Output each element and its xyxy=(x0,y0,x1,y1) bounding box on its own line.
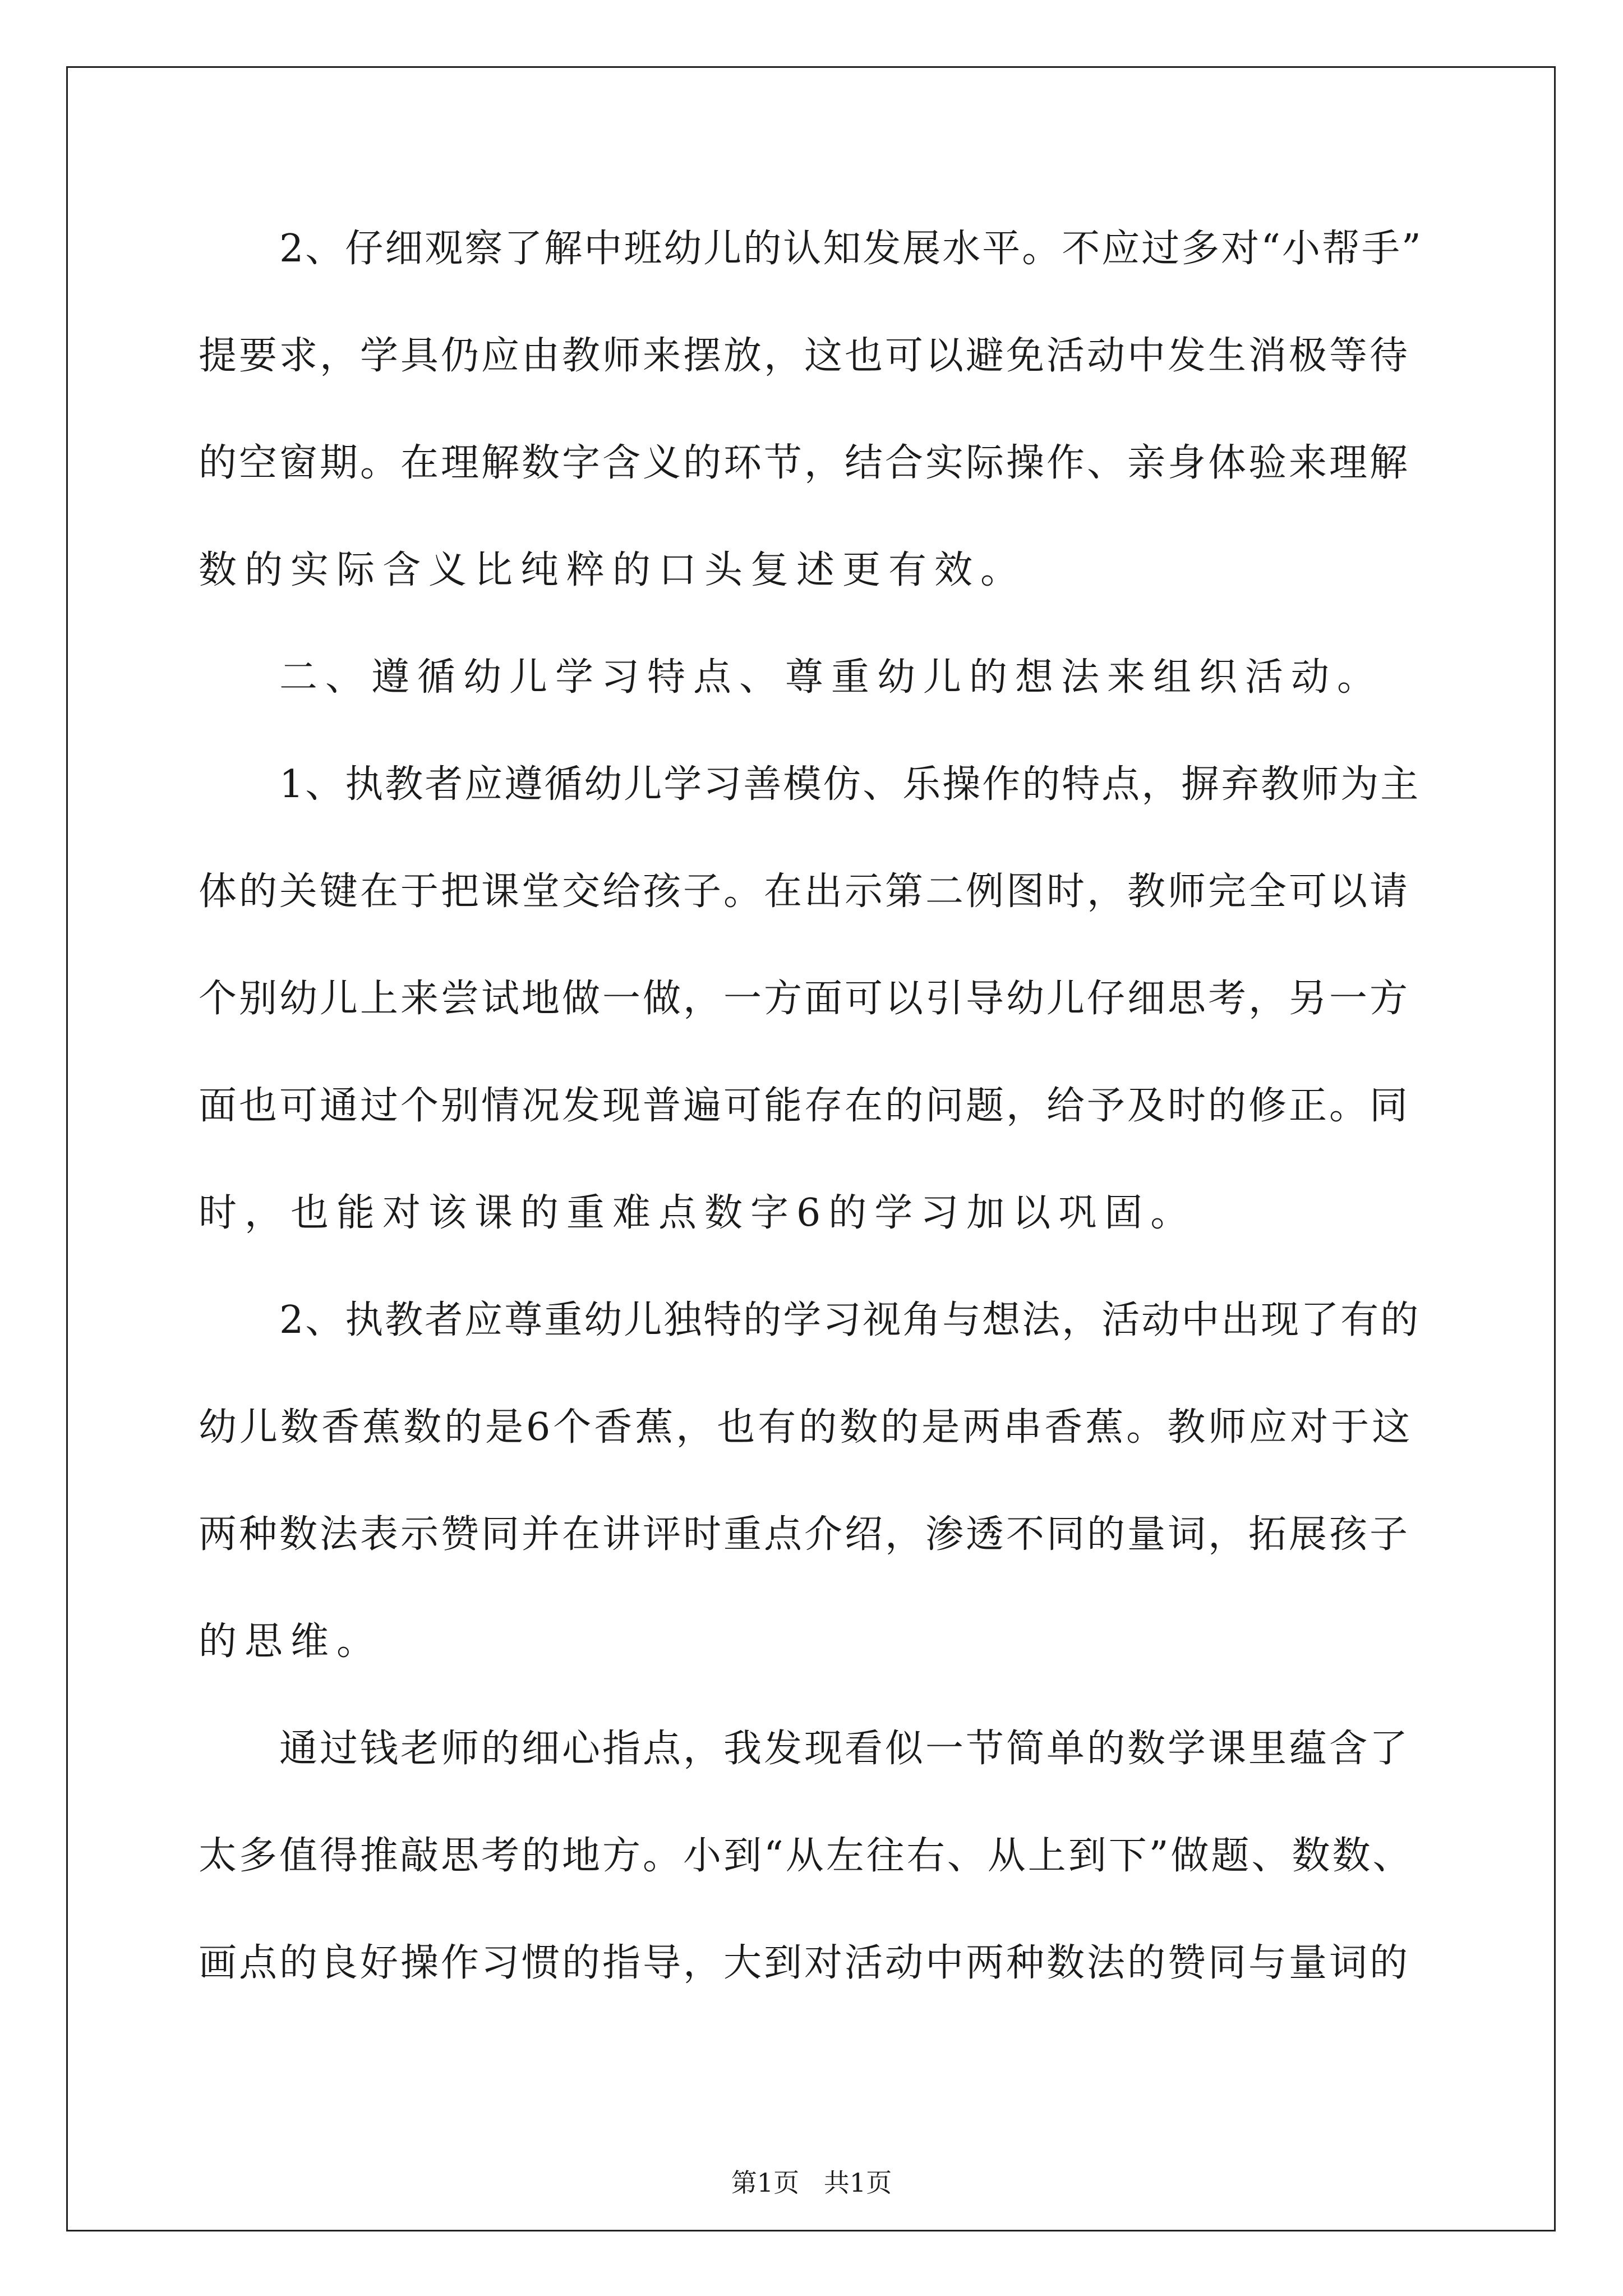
section-heading: 二、遵循幼儿学习特点、尊重幼儿的想法来组织活动。 xyxy=(279,655,1384,700)
text-line: 太多值得推敲思考的地方。小到“从左往右、从上到下”做题、数数、 xyxy=(199,1834,1413,1878)
text-line: 的思维。 xyxy=(199,1619,383,1664)
text-line: 1、执教者应遵循幼儿学习善模仿、乐操作的特点，摒弃教师为主 xyxy=(279,762,1421,807)
text-line: 通过钱老师的细心指点，我发现看似一节简单的数学课里蕴含了 xyxy=(279,1727,1410,1771)
text-line: 个别幼儿上来尝试地做一做，一方面可以引导幼儿仔细思考，另一方 xyxy=(199,977,1410,1021)
text-line: 画点的良好操作习惯的指导，大到对活动中两种数法的赞同与量词的 xyxy=(199,1941,1410,1985)
text-line: 2、执教者应尊重幼儿独特的学习视角与想法，活动中出现了有的 xyxy=(279,1298,1421,1342)
text-line: 幼儿数香蕉数的是6个香蕉，也有的数的是两串香蕉。教师应对于这 xyxy=(199,1405,1413,1450)
text-line: 面也可通过个别情况发现普遍可能存在的问题，给予及时的修正。同 xyxy=(199,1084,1410,1128)
page-number-footer: 第1页 共1页 xyxy=(731,2168,892,2198)
text-line: 2、仔细观察了解中班幼儿的认知发展水平。不应过多对“小帮手” xyxy=(279,227,1423,271)
text-line: 时，也能对该课的重难点数字6的学习加以巩固。 xyxy=(199,1191,1197,1235)
text-line: 两种数法表示赞同并在讲评时重点介绍，渗透不同的量词，拓展孩子 xyxy=(199,1512,1410,1557)
text-line: 数的实际含义比纯粹的口头复述更有效。 xyxy=(199,548,1027,592)
text-line: 的空窗期。在理解数字含义的环节，结合实际操作、亲身体验来理解 xyxy=(199,441,1410,485)
text-line: 体的关键在于把课堂交给孩子。在出示第二例图时，教师完全可以请 xyxy=(199,869,1410,914)
text-line: 提要求，学具仍应由教师来摆放，这也可以避免活动中发生消极等待 xyxy=(199,334,1410,378)
page-frame xyxy=(66,66,1556,2231)
